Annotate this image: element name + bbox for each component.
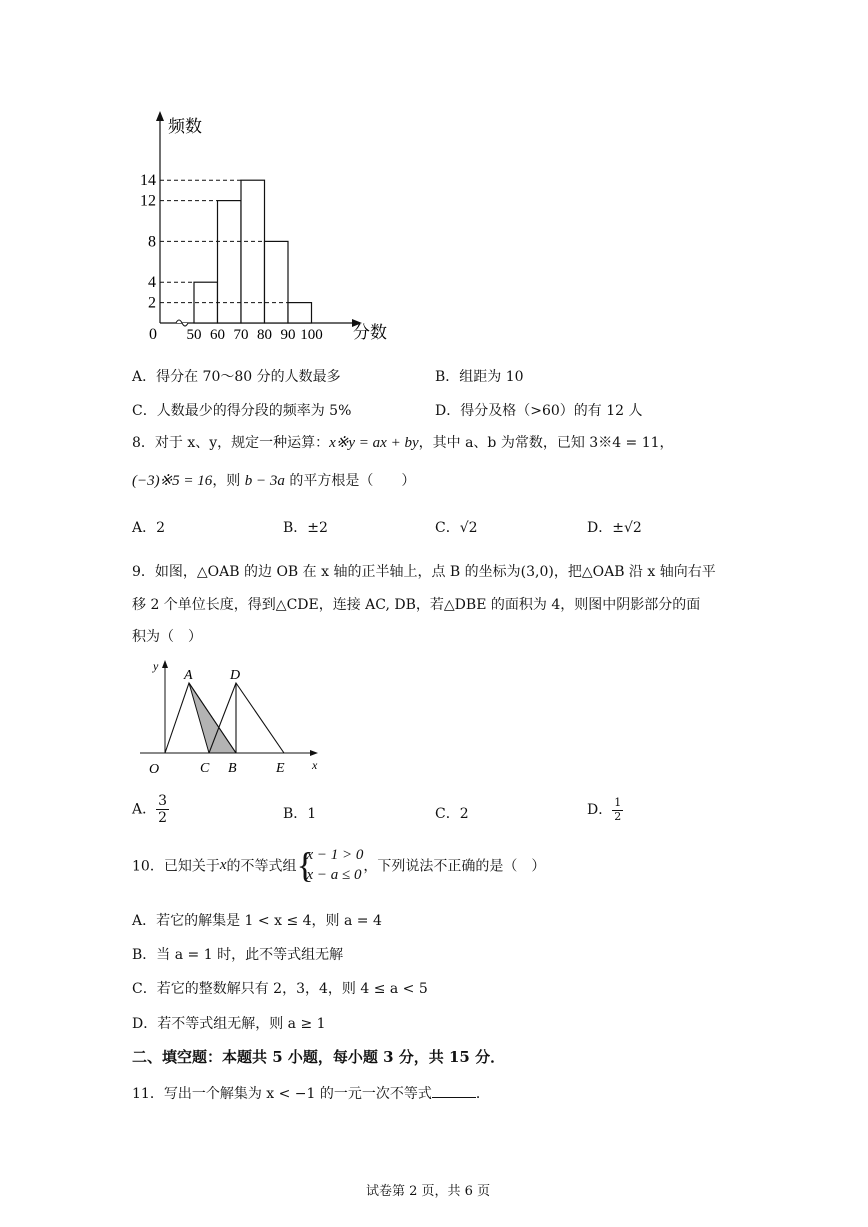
fig-y-arrow-icon — [162, 660, 168, 668]
q11-stem-text: 11．写出一个解集为 x < −1 的一元一次不等式 — [132, 1086, 432, 1102]
fig-label-a: A — [184, 668, 193, 683]
q9-stem-line3: 积为（ ） — [132, 629, 202, 645]
histogram-bar-60-70 — [218, 201, 242, 323]
q7-option-c: C．人数最少的得分段的频率为 5% — [132, 403, 352, 419]
q9-stem-line1: 9．如图，△OAB 的边 OB 在 x 轴的正半轴上，点 B 的坐标为(3,0)，把△OAB 沿 x 轴向右平 — [132, 564, 716, 580]
q10-variable: x — [219, 856, 227, 873]
q8-condition: (−3)※5 = 16 — [132, 473, 213, 489]
histogram-bar-80-90 — [265, 241, 289, 323]
y-axis-arrow-icon — [156, 111, 164, 121]
q11-stem-end: ． — [475, 1086, 490, 1102]
q9-option-d-fraction — [612, 797, 623, 823]
q7-option-d: D．得分及格（>60）的有 12 人 — [435, 403, 643, 419]
q10-stem-text-3: ，下列说法不正确的是（ ） — [363, 858, 546, 875]
fig-label-o: O — [149, 762, 160, 777]
q9-option-d-label: D． — [587, 802, 613, 819]
q8-stem-line2 — [132, 470, 415, 490]
fig-label-y: y — [153, 659, 159, 673]
x-axis-label: 分数 — [353, 323, 387, 342]
x-tick-label: 100 — [300, 327, 323, 343]
q8-operation-definition: x※y = ax + by — [329, 435, 419, 451]
q10-inequality-system — [297, 845, 364, 886]
fig-label-e: E — [276, 761, 285, 776]
left-brace-icon: { — [296, 845, 314, 885]
fig-label-b: B — [228, 761, 237, 776]
q10-inequality-2: x − a ≤ 0 — [306, 867, 362, 884]
y-tick-label: 14 — [140, 172, 156, 190]
q8-option-b: B．±2 — [283, 520, 328, 536]
q8-option-d: D．±√2 — [587, 520, 642, 536]
q9-option-a — [132, 793, 169, 826]
y-tick-label: 4 — [148, 274, 156, 292]
axis-break-icon — [176, 320, 188, 326]
q9-option-d-denominator: 2 — [614, 809, 622, 823]
q10-stem-text-1: 10．已知关于 — [132, 858, 220, 875]
q8-option-c: C．√2 — [435, 520, 478, 536]
q10-option-a: A．若它的解集是 1 < x ≤ 4，则 a = 4 — [132, 913, 382, 929]
q8-expression: b − 3a — [244, 473, 285, 489]
q9-option-c: C．2 — [435, 806, 469, 822]
q10-option-c: C．若它的整数解只有 2，3，4，则 4 ≤ a < 5 — [132, 981, 428, 997]
section-heading-fill-in: 二、填空题：本题共 5 小题，每小题 3 分，共 15 分． — [132, 1048, 506, 1066]
histogram-bar-90-100 — [288, 303, 312, 323]
q11-stem — [132, 1083, 490, 1103]
q8-option-a: A．2 — [132, 520, 166, 536]
q8-stem-text-3: ，则 — [212, 473, 245, 489]
histogram-figure — [120, 105, 410, 350]
y-tick-label: 2 — [148, 294, 156, 312]
x-tick-label: 60 — [210, 327, 225, 343]
q7-option-b: B．组距为 10 — [435, 369, 524, 385]
q10-option-b: B．当 a = 1 时，此不等式组无解 — [132, 947, 344, 963]
q10-option-d: D．若不等式组无解，则 a ≥ 1 — [132, 1016, 326, 1032]
q9-option-a-denominator: 2 — [158, 810, 168, 827]
q8-stem-text-1: 8．对于 x、y，规定一种运算： — [132, 435, 330, 451]
origin-label: 0 — [149, 326, 157, 343]
q9-geometry-figure — [140, 655, 335, 777]
q9-option-a-label: A． — [132, 801, 157, 818]
q8-stem-text-2: ，其中 a、b 为常数，已知 3※4 = 11， — [418, 435, 674, 451]
y-tick-label: 8 — [148, 233, 156, 251]
q7-option-a: A．得分在 70～80 分的人数最多 — [132, 369, 341, 385]
page-footer: 试卷第 2 页，共 6 页 — [366, 1184, 491, 1199]
fig-x-arrow-icon — [310, 750, 318, 756]
histogram-bar-70-80 — [241, 180, 265, 323]
q8-stem-text-4: 的平方根是（ ） — [284, 473, 416, 489]
q11-answer-blank[interactable] — [432, 1083, 476, 1098]
x-tick-label: 80 — [257, 327, 272, 343]
x-tick-label: 70 — [233, 327, 249, 343]
x-tick-label: 90 — [280, 327, 296, 343]
fig-label-c: C — [200, 761, 210, 776]
q9-option-a-numerator: 3 — [158, 793, 168, 809]
q8-stem-line1 — [132, 432, 674, 452]
x-tick-label: 50 — [186, 327, 202, 343]
q9-option-b: B．1 — [283, 806, 317, 822]
y-axis-label: 频数 — [168, 117, 202, 136]
q10-stem-text-2: 的不等式组 — [226, 858, 297, 875]
fig-label-d: D — [230, 668, 241, 683]
q9-option-d — [587, 797, 623, 823]
q9-option-d-numerator: 1 — [614, 796, 622, 809]
q10-inequality-1: x − 1 > 0 — [306, 847, 364, 863]
y-tick-label: 12 — [140, 192, 156, 210]
q10-stem — [132, 845, 545, 886]
q9-option-a-fraction — [156, 793, 169, 826]
q9-stem-line2: 移 2 个单位长度，得到△CDE，连接 AC, DB，若△DBE 的面积为 4，则图中阴影部分的面 — [132, 597, 701, 613]
fig-label-x: x — [312, 758, 318, 772]
